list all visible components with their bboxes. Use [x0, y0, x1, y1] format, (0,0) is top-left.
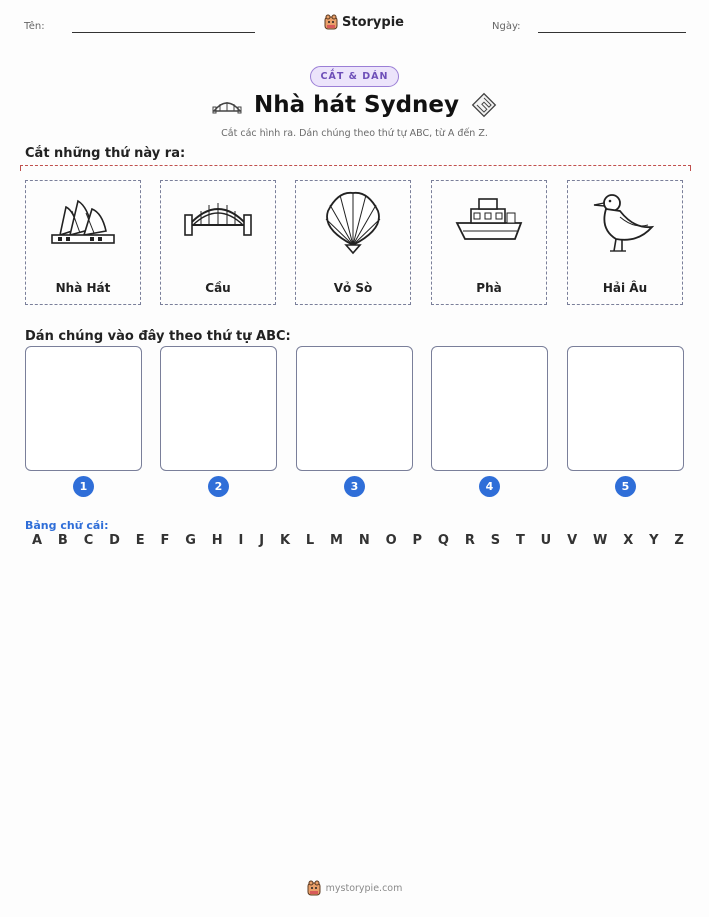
alphabet-heading: Bảng chữ cái:	[25, 519, 109, 532]
alphabet-letter: S	[490, 533, 501, 548]
brand-name: Storypie	[342, 14, 404, 30]
storypie-logo-icon	[307, 880, 321, 896]
cut-card-opera-house[interactable]	[25, 180, 141, 305]
cut-card-seagull[interactable]	[567, 180, 683, 305]
card-label: Hải Âu	[602, 281, 648, 295]
cut-card-ferry[interactable]	[431, 180, 547, 305]
alphabet-letter: C	[83, 533, 94, 548]
slot-number-badge: 5	[615, 476, 636, 497]
slot-number-badge: 1	[73, 476, 94, 497]
paste-slot-3[interactable]	[296, 346, 413, 471]
alphabet-letter: Z	[674, 533, 684, 548]
alphabet-letter: K	[279, 533, 291, 548]
shell-icon	[318, 189, 388, 255]
paste-slot-1[interactable]	[25, 346, 142, 471]
alphabet-letter: D	[109, 533, 120, 548]
cut-guide-line	[20, 165, 691, 171]
paste-slot-2[interactable]	[160, 346, 277, 471]
paste-heading: Dán chúng vào đây theo thứ tự ABC:	[25, 329, 291, 344]
title-text: Nhà hát Sydney	[253, 92, 460, 118]
paste-slot-5[interactable]	[567, 346, 684, 471]
storypie-logo-icon	[324, 14, 338, 30]
alphabet-letter: L	[305, 533, 315, 548]
alphabet-letter: Q	[437, 533, 449, 548]
card-label: Vỏ Sò	[333, 281, 373, 295]
alphabet-letter: T	[515, 533, 525, 548]
alphabet-letter: W	[593, 533, 608, 548]
instructions: Cắt các hình ra. Dán chúng theo thứ tự ABC, từ A đến Z.	[221, 128, 488, 139]
footer	[307, 880, 403, 896]
alphabet-letter: F	[160, 533, 170, 548]
paste-slot-4[interactable]	[431, 346, 548, 471]
footer-url[interactable]: mystorypie.com	[325, 882, 403, 894]
seagull-icon	[590, 189, 660, 255]
alphabet-letter: H	[211, 533, 223, 548]
alphabet-letter: I	[238, 533, 244, 548]
alphabet-letter: N	[358, 533, 370, 548]
alphabet-row	[32, 533, 684, 548]
alphabet-letter: Y	[649, 533, 659, 548]
alphabet-letter: J	[259, 533, 265, 548]
slot-number-badge: 3	[344, 476, 365, 497]
alphabet-letter: R	[464, 533, 475, 548]
alphabet-letter: G	[185, 533, 196, 548]
slot-number-badge: 4	[479, 476, 500, 497]
card-label: Phà	[476, 281, 502, 295]
alphabet-letter: M	[330, 533, 343, 548]
name-line[interactable]	[72, 32, 255, 33]
date-line[interactable]	[538, 32, 686, 33]
name-label: Tên:	[24, 21, 45, 32]
alphabet-letter: A	[32, 533, 43, 548]
alphabet-letter: V	[567, 533, 578, 548]
bridge-icon	[212, 95, 242, 115]
alphabet-letter: U	[540, 533, 552, 548]
alphabet-letter: X	[623, 533, 634, 548]
cut-card-shell[interactable]	[295, 180, 411, 305]
brand-logo	[324, 14, 404, 30]
card-label: Cầu	[205, 281, 231, 295]
cut-card-bridge[interactable]	[160, 180, 276, 305]
date-label: Ngày:	[492, 21, 521, 32]
cut-heading: Cắt những thứ này ra:	[25, 146, 186, 161]
opera-house-icon	[48, 189, 118, 249]
slot-number-badge: 2	[208, 476, 229, 497]
card-label: Nhà Hát	[55, 281, 111, 295]
alphabet-letter: P	[412, 533, 423, 548]
activity-badge: CẮT & DÁN	[310, 66, 400, 87]
alphabet-letter: E	[135, 533, 145, 548]
alphabet-letter: B	[57, 533, 68, 548]
bridge-icon	[183, 189, 253, 249]
ferry-icon	[453, 189, 525, 249]
alphabet-letter: O	[385, 533, 397, 548]
page-title	[212, 92, 497, 118]
map-icon	[471, 92, 497, 118]
